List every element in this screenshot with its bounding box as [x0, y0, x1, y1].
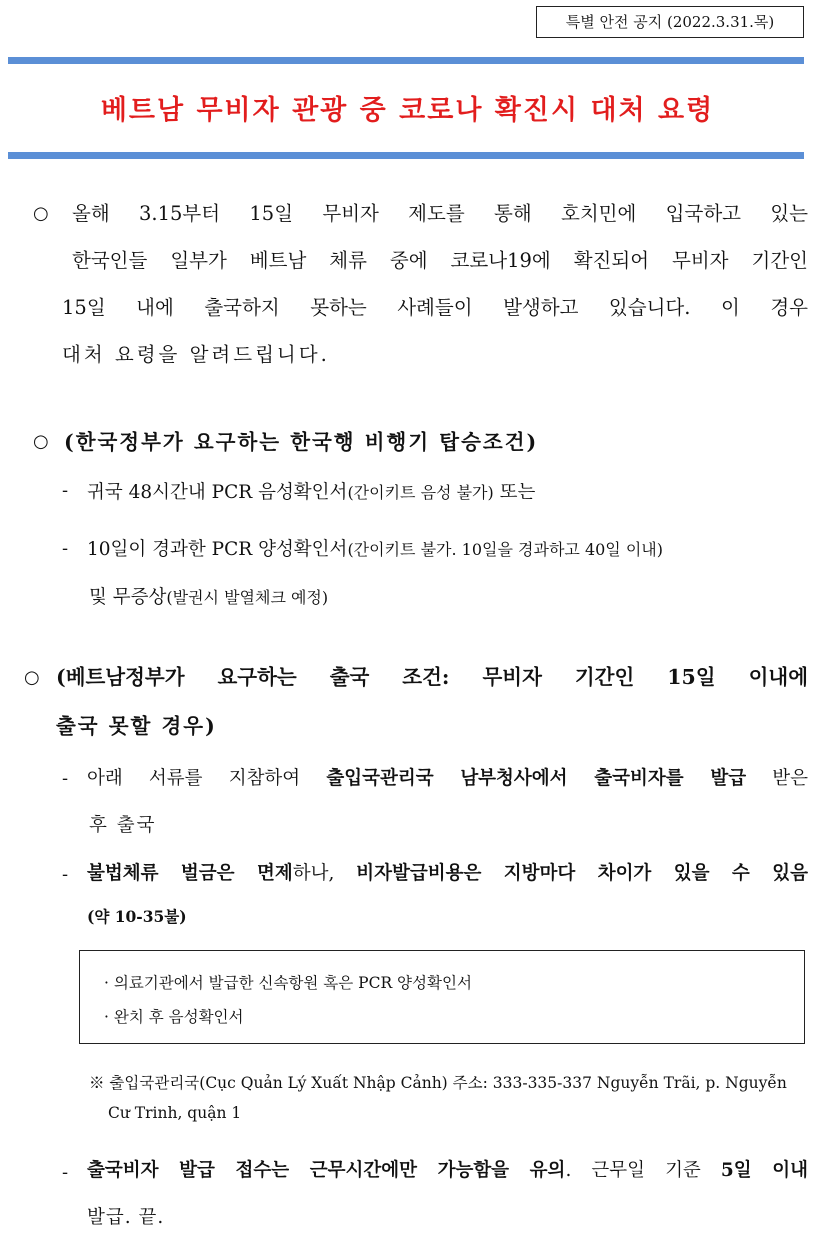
section1-line-4: 대처 요령을 알려드립니다.: [62, 343, 330, 366]
section3-bullet: ○: [24, 667, 40, 688]
section3-item-1: [87, 764, 808, 790]
document-item-2: · 완치 후 음성확인서: [104, 1008, 244, 1026]
section2-item-2-note: (간이키트 불가. 10일을 경과하고 40일 이내): [347, 540, 663, 559]
section2-heading: (한국정부가 요구하는 한국행 비행기 탑승조건): [64, 430, 539, 454]
section3-item-3-bold1: 출국비자 발급 접수는 근무시간에만 가능함을 유의: [87, 1160, 566, 1181]
document-item-2-text: 완치 후 음성확인서: [113, 1008, 244, 1026]
section3-item-3-line2: 발급. 끝.: [87, 1207, 165, 1228]
required-documents-box: [79, 950, 805, 1044]
section2-item-2-cont-note: (발권시 발열체크 예정): [166, 588, 329, 607]
section2-dash-1: -: [62, 480, 69, 501]
section2-item-1-tail: 또는: [493, 482, 536, 503]
section3-item-1-bold: 출입국관리국 남부청사에서 출국비자를 발급: [326, 768, 747, 789]
bottom-rule: [8, 152, 804, 159]
section2-item-2-line2: [89, 583, 328, 609]
section3-dash-1: -: [62, 768, 69, 789]
section3-item-2-line2: (약 10-35불): [87, 907, 187, 926]
section3-item-3: [87, 1156, 808, 1182]
section3-item-1-line2: 후 출국: [89, 815, 157, 836]
page-title: 베트남 무비자 관광 중 코로나 확진시 대처 요령: [100, 95, 715, 126]
document-item-1-text: 의료기관에서 발급한 신속항원 혹은 PCR 양성확인서: [113, 974, 472, 992]
section2-item-2-cont: 및 무증상: [89, 587, 167, 608]
section3-item-1-a: 아래 서류를 지참하여: [87, 768, 327, 789]
section3-item-3-normal: . 근무일 기준: [565, 1160, 721, 1181]
section3-item-2-bold1: 불법체류 벌금은 면제: [87, 863, 293, 884]
section3-dash-2: -: [62, 864, 69, 885]
immigration-address-note-line2: Cư Trinh, quận 1: [108, 1104, 242, 1122]
top-rule: [8, 57, 804, 64]
section3-item-3-bold2: 5일 이내: [720, 1160, 808, 1181]
section1-line-2: 한국인들 일부가 베트남 체류 중에 코로나19에 확진되어 무비자 기간인: [72, 249, 808, 272]
section2-bullet: ○: [33, 431, 49, 452]
section1-line-1: 올해 3.15부터 15일 무비자 제도를 통해 호치민에 입국하고 있는: [72, 202, 808, 225]
section3-item-2: [87, 859, 808, 885]
immigration-address-note-line1: ※ 출입국관리국(Cục Quản Lý Xuất Nhập Cảnh) 주소: 333-335-337 Nguyễn Trãi, p. Nguyễn: [89, 1074, 787, 1092]
section3-item-1-b: 받은: [746, 768, 809, 789]
section2-item-1: [87, 478, 535, 504]
section2-item-1-note: (간이키트 음성 불가): [347, 483, 494, 502]
section2-item-2: [87, 535, 663, 561]
section1-bullet: ○: [33, 203, 49, 224]
section3-item-2-normal: 하나,: [292, 863, 357, 884]
section3-item-2-bold2: 비자발급비용은 지방마다 차이가 있을 수 있음: [356, 863, 808, 884]
section2-item-1-main: 귀국 48시간내 PCR 음성확인서: [87, 482, 348, 503]
section3-dash-3: -: [62, 1162, 69, 1183]
section3-heading-line2: 출국 못할 경우): [56, 714, 217, 738]
document-item-1: · 의료기관에서 발급한 신속항원 혹은 PCR 양성확인서: [104, 974, 472, 992]
section1-line-3: 15일 내에 출국하지 못하는 사례들이 발생하고 있습니다. 이 경우: [62, 296, 808, 319]
notice-date-box: 특별 안전 공지 (2022.3.31.목): [536, 6, 804, 38]
section3-heading-line1: (베트남정부가 요구하는 출국 조건: 무비자 기간인 15일 이내에: [56, 665, 808, 689]
section2-item-2-main: 10일이 경과한 PCR 양성확인서: [87, 539, 348, 560]
section2-dash-2: -: [62, 538, 69, 559]
